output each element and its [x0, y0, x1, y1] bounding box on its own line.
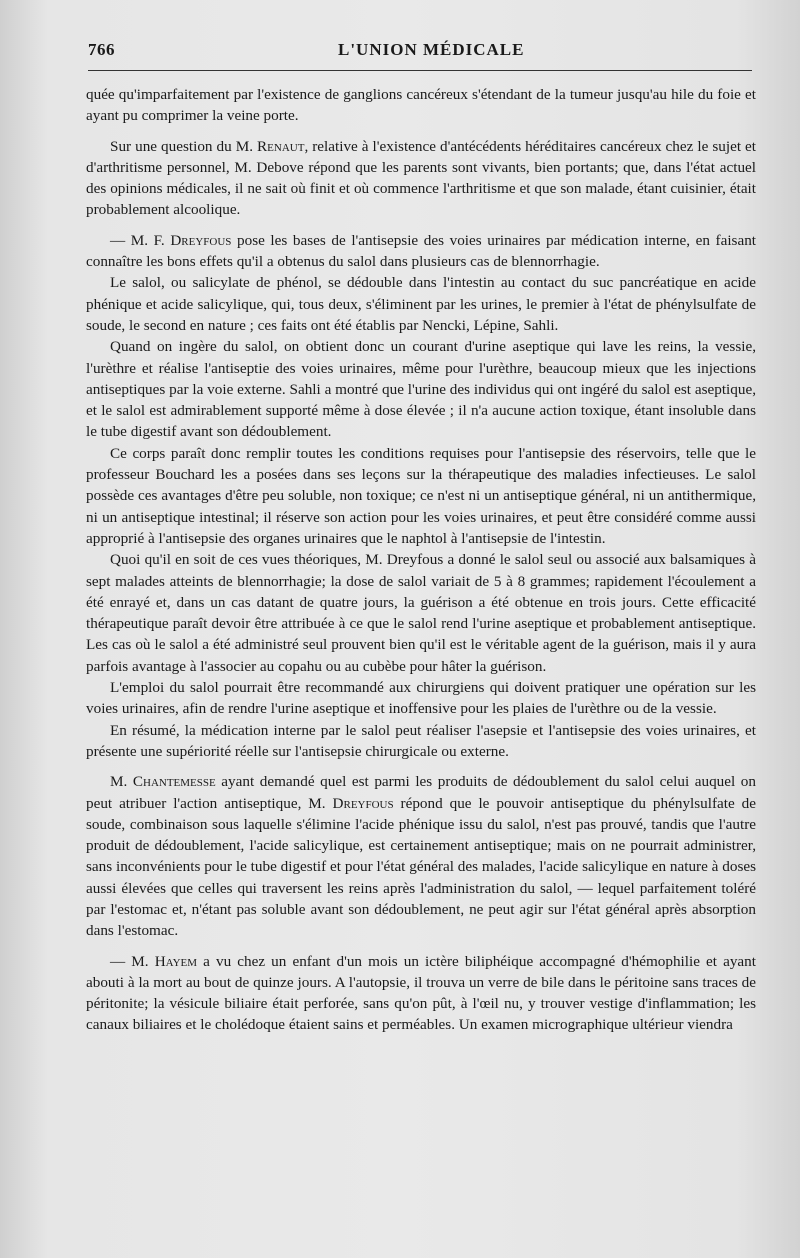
paragraph-renaut-question: Sur une question du M. Renaut, relative à l'existence d'antécédents héréditaires cancéreux chez le sujet et d'arthritisme personnel, M. Debove répond que les parents sont vivants, bien portants; que, dans l'état actuel des opinions médicales, il ne sait où finit et où commence l'arthritisme et que son malade, étant cuisinier, était probablement alcoolique. [86, 137, 757, 219]
paragraph-continuation: quée qu'imparfaitement par l'existence de ganglions cancéreux s'étendant de la tumeur jusqu'au hile du foie et ayant pu comprimer la veine porte. [86, 86, 756, 125]
paragraph-chantemesse-question: M. Chantemesse ayant demandé quel est parmi les produits de dédoublement du salol celui auquel on peut atribuer l'action antiseptique, M. Dreyfous répond que le pouvoir antiseptique du phénylsulfate de soude, combinaison sous laquelle s'élimine l'acide phénique issu du salol, n'est pas prouvé, tandis que l'autre produit de dédoublement, l'acide salicylique, est certainement antiseptique; mais on ne pourrait administrer, sans inconvénients pour le tube digestif et pour l'état général des malades, l'acide salicylique en nature à doses aussi élevées que celles qui traversent les reins après l'administration du salol, — lequel parfaitement toléré par l'estomac et, n'étant pas soluble avant son dédoublement, ne peut agir sur l'état général après absorption dans l'estomac. [86, 773, 756, 940]
paragraph-hayem-case: — M. Hayem a vu chez un enfant d'un mois un ictère biliphéique accompagné d'hémophilie et ayant abouti à la mort au bout de quinze jours. A l'autopsie, il trouva un verre de bile dans le péritoine sans traces de péritonite; la vésicule biliaire était perforée, sans qu'on pût, à l'œil nu, y trouver vestige d'inflammation; les canaux biliaires et le cholédoque étaient sains et perméables. Un examen micrographique ultérieur viendra [86, 952, 756, 1034]
paragraph-antisepsie-reservoirs: Ce corps paraît donc remplir toutes les conditions requises pour l'antisepsie des réservoirs, telle que le professeur Bouchard les a posées dans ses leçons sur la thérapeutique des maladies infectieuses. Le salol possède ces avantages d'être peu soluble, non toxique; ce n'est ni un antiseptique général, ni un antithermique, ni un antiseptique intestinal; il réserve son action pour les voies urinaires, et peut être considéré comme aussi approprié à l'antisepsie des organes urinaires que le naphtol à l'antisepsie de l'intestin. [86, 444, 756, 547]
paragraph-surgical-use: L'emploi du salol pourrait être recommandé aux chirurgiens qui doivent pratiquer une opération sur les voies urinaires, afin de rendre l'urine aseptique et inoffensive pour les plaies de l'urèthre ou de la vessie. [86, 679, 756, 718]
running-title: L'UNION MÉDICALE [338, 40, 525, 59]
speaker-name: Hayem [154, 952, 198, 970]
paragraph-salol-definition: Le salol, ou salicylate de phénol, se dédouble dans l'intestin au contact du suc pancréatique en acide phénique et acide salicylique, qui, tous deux, s'éliminent par les urines, le premier à l'état de phénylsulfate de soude, le second en nature ; ces faits ont été établis par Nencki, Lépine, Sahli. [86, 274, 756, 334]
page-number: 766 [88, 40, 115, 59]
speaker-name: Dreyfous [170, 231, 232, 249]
paragraph-clinical-cases: Quoi qu'il en soit de ces vues théoriques, M. Dreyfous a donné le salol seul ou associé aux balsamiques à sept malades atteints de blennorrhagie; la dose de salol variait de 5 à 8 grammes; rapidement l'écoulement a été enrayé et, dans un cas datant de quatre jours, la guérison a été obtenue en trois jours. Cette efficacité thérapeutique paraît devoir être attribuée à ce que le salol rend l'urine aseptique et probablement antiseptique. Les cas où le salol a été administré seul prouvent bien qu'il est le véritable agent de la guérison, mais il y aura parfois avantage à l'associer au copahu ou au cubèbe pour hâter la guérison. [86, 551, 756, 675]
speaker-name: Renaut [257, 137, 305, 155]
header-rule [88, 70, 752, 71]
page-header [88, 36, 760, 66]
paragraph-salol-ingestion: Quand on ingère du salol, on obtient donc un courant d'urine aseptique qui lave les reins, la vessie, l'urèthre et réalise l'antiseptie des voies urinaires, même pour l'urèthre, beaucoup mieux que les injections antiseptiques par la voie externe. Sahli a montré que l'urine des individus qui ont ingéré du salol est aseptique, et le salol est admirablement supporté même à dose élevée ; il n'a aucune action toxique, étant insoluble dans le tube digestif avant son dédoublement. [86, 338, 756, 441]
speaker-name: Chantemesse [132, 773, 216, 791]
speaker-name: Dreyfous [332, 794, 394, 812]
article-body [86, 84, 756, 1036]
paragraph-summary: En résumé, la médication interne par le salol peut réaliser l'asepsie et l'antisepsie des voies urinaires, et présente une supériorité réelle sur l'antisepsie chirurgicale ou externe. [86, 721, 756, 760]
paragraph-dreyfous-intro: — M. F. Dreyfous pose les bases de l'antisepsie des voies urinaires par médication interne, en faisant connaître les bons effets qu'il a obtenus du salol dans plusieurs cas de blennorrhagie. [86, 231, 757, 271]
